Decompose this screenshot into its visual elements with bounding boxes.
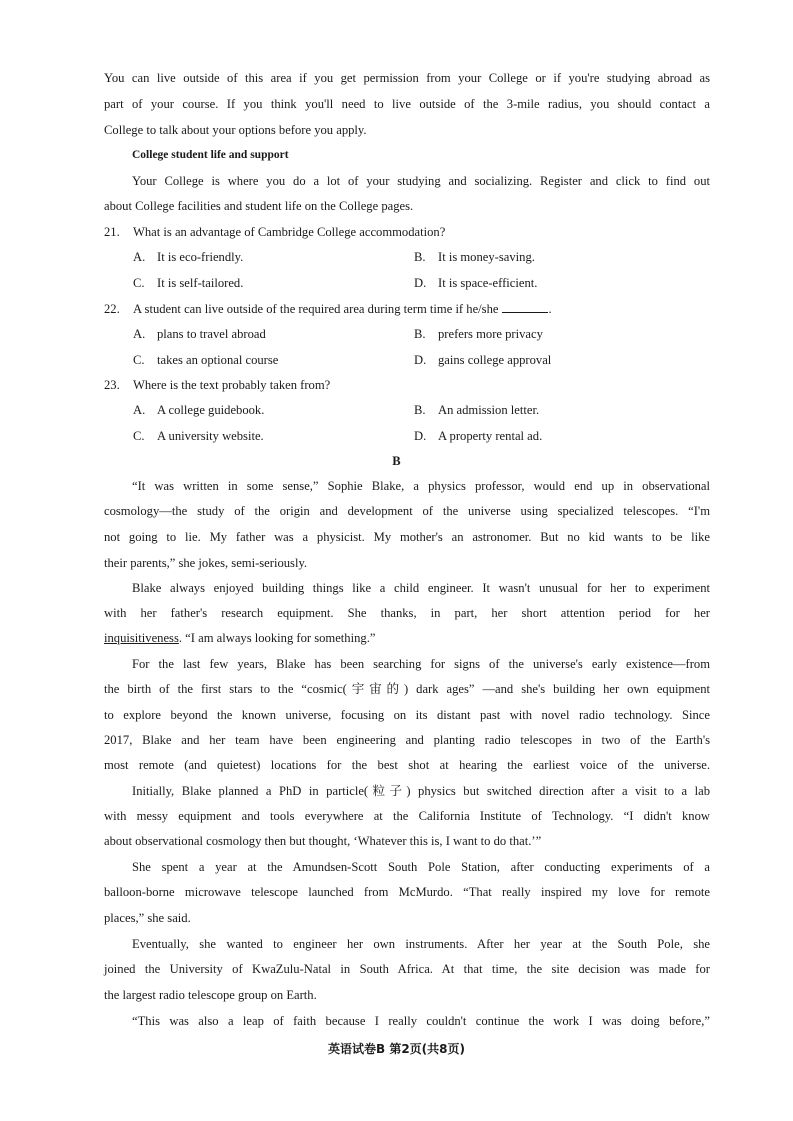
- passage-a-para-line-2: about College facilities and student life on the College pages.: [104, 199, 414, 213]
- option-d: D. gains college approval: [414, 353, 552, 367]
- question-number: 21.: [104, 225, 120, 239]
- passage-b-p7-line-1: “This was also a leap of faith because I really couldn't continue the work I was doing before,”: [132, 1014, 710, 1028]
- passage-b-p6-line-1: Eventually, she wanted to engineer her own instruments. After her year at the South Pole, she: [132, 937, 710, 951]
- passage-a-line-2: part of your course. If you think you'll need to live outside of the 3-mile radius, you should contact a: [104, 97, 710, 111]
- passage-b-p3-line-1: For the last few years, Blake has been searching for signs of the universe's early existence—from: [132, 657, 710, 671]
- option-c: C. takes an optional course: [133, 353, 279, 367]
- question-stem: Where is the text probably taken from?: [133, 378, 331, 392]
- page-footer: 英语试卷B 第2页(共8页): [328, 1042, 465, 1056]
- option-a: A. plans to travel abroad: [133, 327, 266, 341]
- option-b: B. An admission letter.: [414, 403, 540, 417]
- section-heading: College student life and support: [132, 149, 289, 161]
- passage-b-p3-line-4: 2017, Blake and her team have been engineering and planting radio telescopes in two of the Earth's: [104, 733, 710, 747]
- passage-b-p3-line-3: to explore beyond the known universe, focusing on its distant past with novel radio technology. Since: [104, 708, 710, 722]
- question-stem: What is an advantage of Cambridge College accommodation?: [133, 225, 446, 239]
- option-c: C. A university website.: [133, 429, 264, 443]
- question-number: 22.: [104, 302, 120, 316]
- passage-b-label: B: [392, 454, 401, 468]
- question-stem: A student can live outside of the required area during term time if he/she .: [133, 302, 552, 316]
- passage-a-para-line-1: Your College is where you do a lot of your studying and socializing. Register and click to find out: [132, 174, 710, 188]
- passage-b-p5-line-3: places,” she said.: [104, 911, 191, 925]
- option-d: D. It is space-efficient.: [414, 276, 538, 290]
- passage-b-p1-line-3: not going to lie. My father was a physicist. My mother's an astronomer. But no kid wants to be like: [104, 530, 710, 544]
- passage-b-p5-line-1: She spent a year at the Amundsen-Scott South Pole Station, after conducting experiments of a: [132, 860, 710, 874]
- passage-a-line-3: College to talk about your options before you apply.: [104, 123, 367, 137]
- passage-b-p4-line-1: Initially, Blake planned a PhD in particle(粒子) physics but switched direction after a visit to a lab: [132, 784, 710, 798]
- passage-b-p2-line-1: Blake always enjoyed building things like a child engineer. It wasn't unusual for her to experiment: [132, 581, 710, 595]
- passage-a-line-1: You can live outside of this area if you get permission from your College or if you're studying abroad as: [104, 71, 710, 85]
- option-c: C. It is self-tailored.: [133, 276, 244, 290]
- passage-b-p6-line-3: the largest radio telescope group on Earth.: [104, 988, 317, 1002]
- passage-b-p2-line-2: with her father's research equipment. She thanks, in part, her short attention period for her: [104, 606, 710, 620]
- passage-b-p6-line-2: joined the University of KwaZulu-Natal in South Africa. At that time, the site decision was made for: [104, 962, 710, 976]
- option-b: B. prefers more privacy: [414, 327, 543, 341]
- passage-b-p3-line-2: the birth of the first stars to the “cosmic(宇宙的) dark ages” —and she's building her own equipment: [104, 682, 710, 696]
- passage-b-p4-line-2: with messy equipment and tools everywhere at the California Institute of Technology. “I didn't know: [104, 809, 710, 823]
- question-number: 23.: [104, 378, 120, 392]
- option-d: D. A property rental ad.: [414, 429, 543, 443]
- option-a: A. It is eco-friendly.: [133, 250, 244, 264]
- passage-b-p2-line-3: inquisitiveness. “I am always looking for something.”: [104, 631, 376, 645]
- passage-b-p1-line-1: “It was written in some sense,” Sophie Blake, a physics professor, would end up in observational: [132, 479, 710, 493]
- passage-b-p1-line-4: their parents,” she jokes, semi-seriously.: [104, 556, 308, 570]
- answer-blank: [502, 301, 548, 313]
- underlined-word: inquisitiveness: [104, 631, 179, 645]
- passage-b-p3-line-5: most remote (and quietest) locations for the best shot at hearing the earliest voice of the universe.: [104, 758, 710, 772]
- passage-b-p4-line-3: about observational cosmology then but thought, ‘Whatever this is, I want to do that.’”: [104, 834, 542, 848]
- passage-b-p5-line-2: balloon-borne microwave telescope launched from McMurdo. “That really inspired my love for remote: [104, 885, 710, 899]
- passage-b-p1-line-2: cosmology—the study of the origin and development of the universe using specialized telescopes. “I'm: [104, 504, 710, 518]
- option-a: A. A college guidebook.: [133, 403, 265, 417]
- option-b: B. It is money-saving.: [414, 250, 535, 264]
